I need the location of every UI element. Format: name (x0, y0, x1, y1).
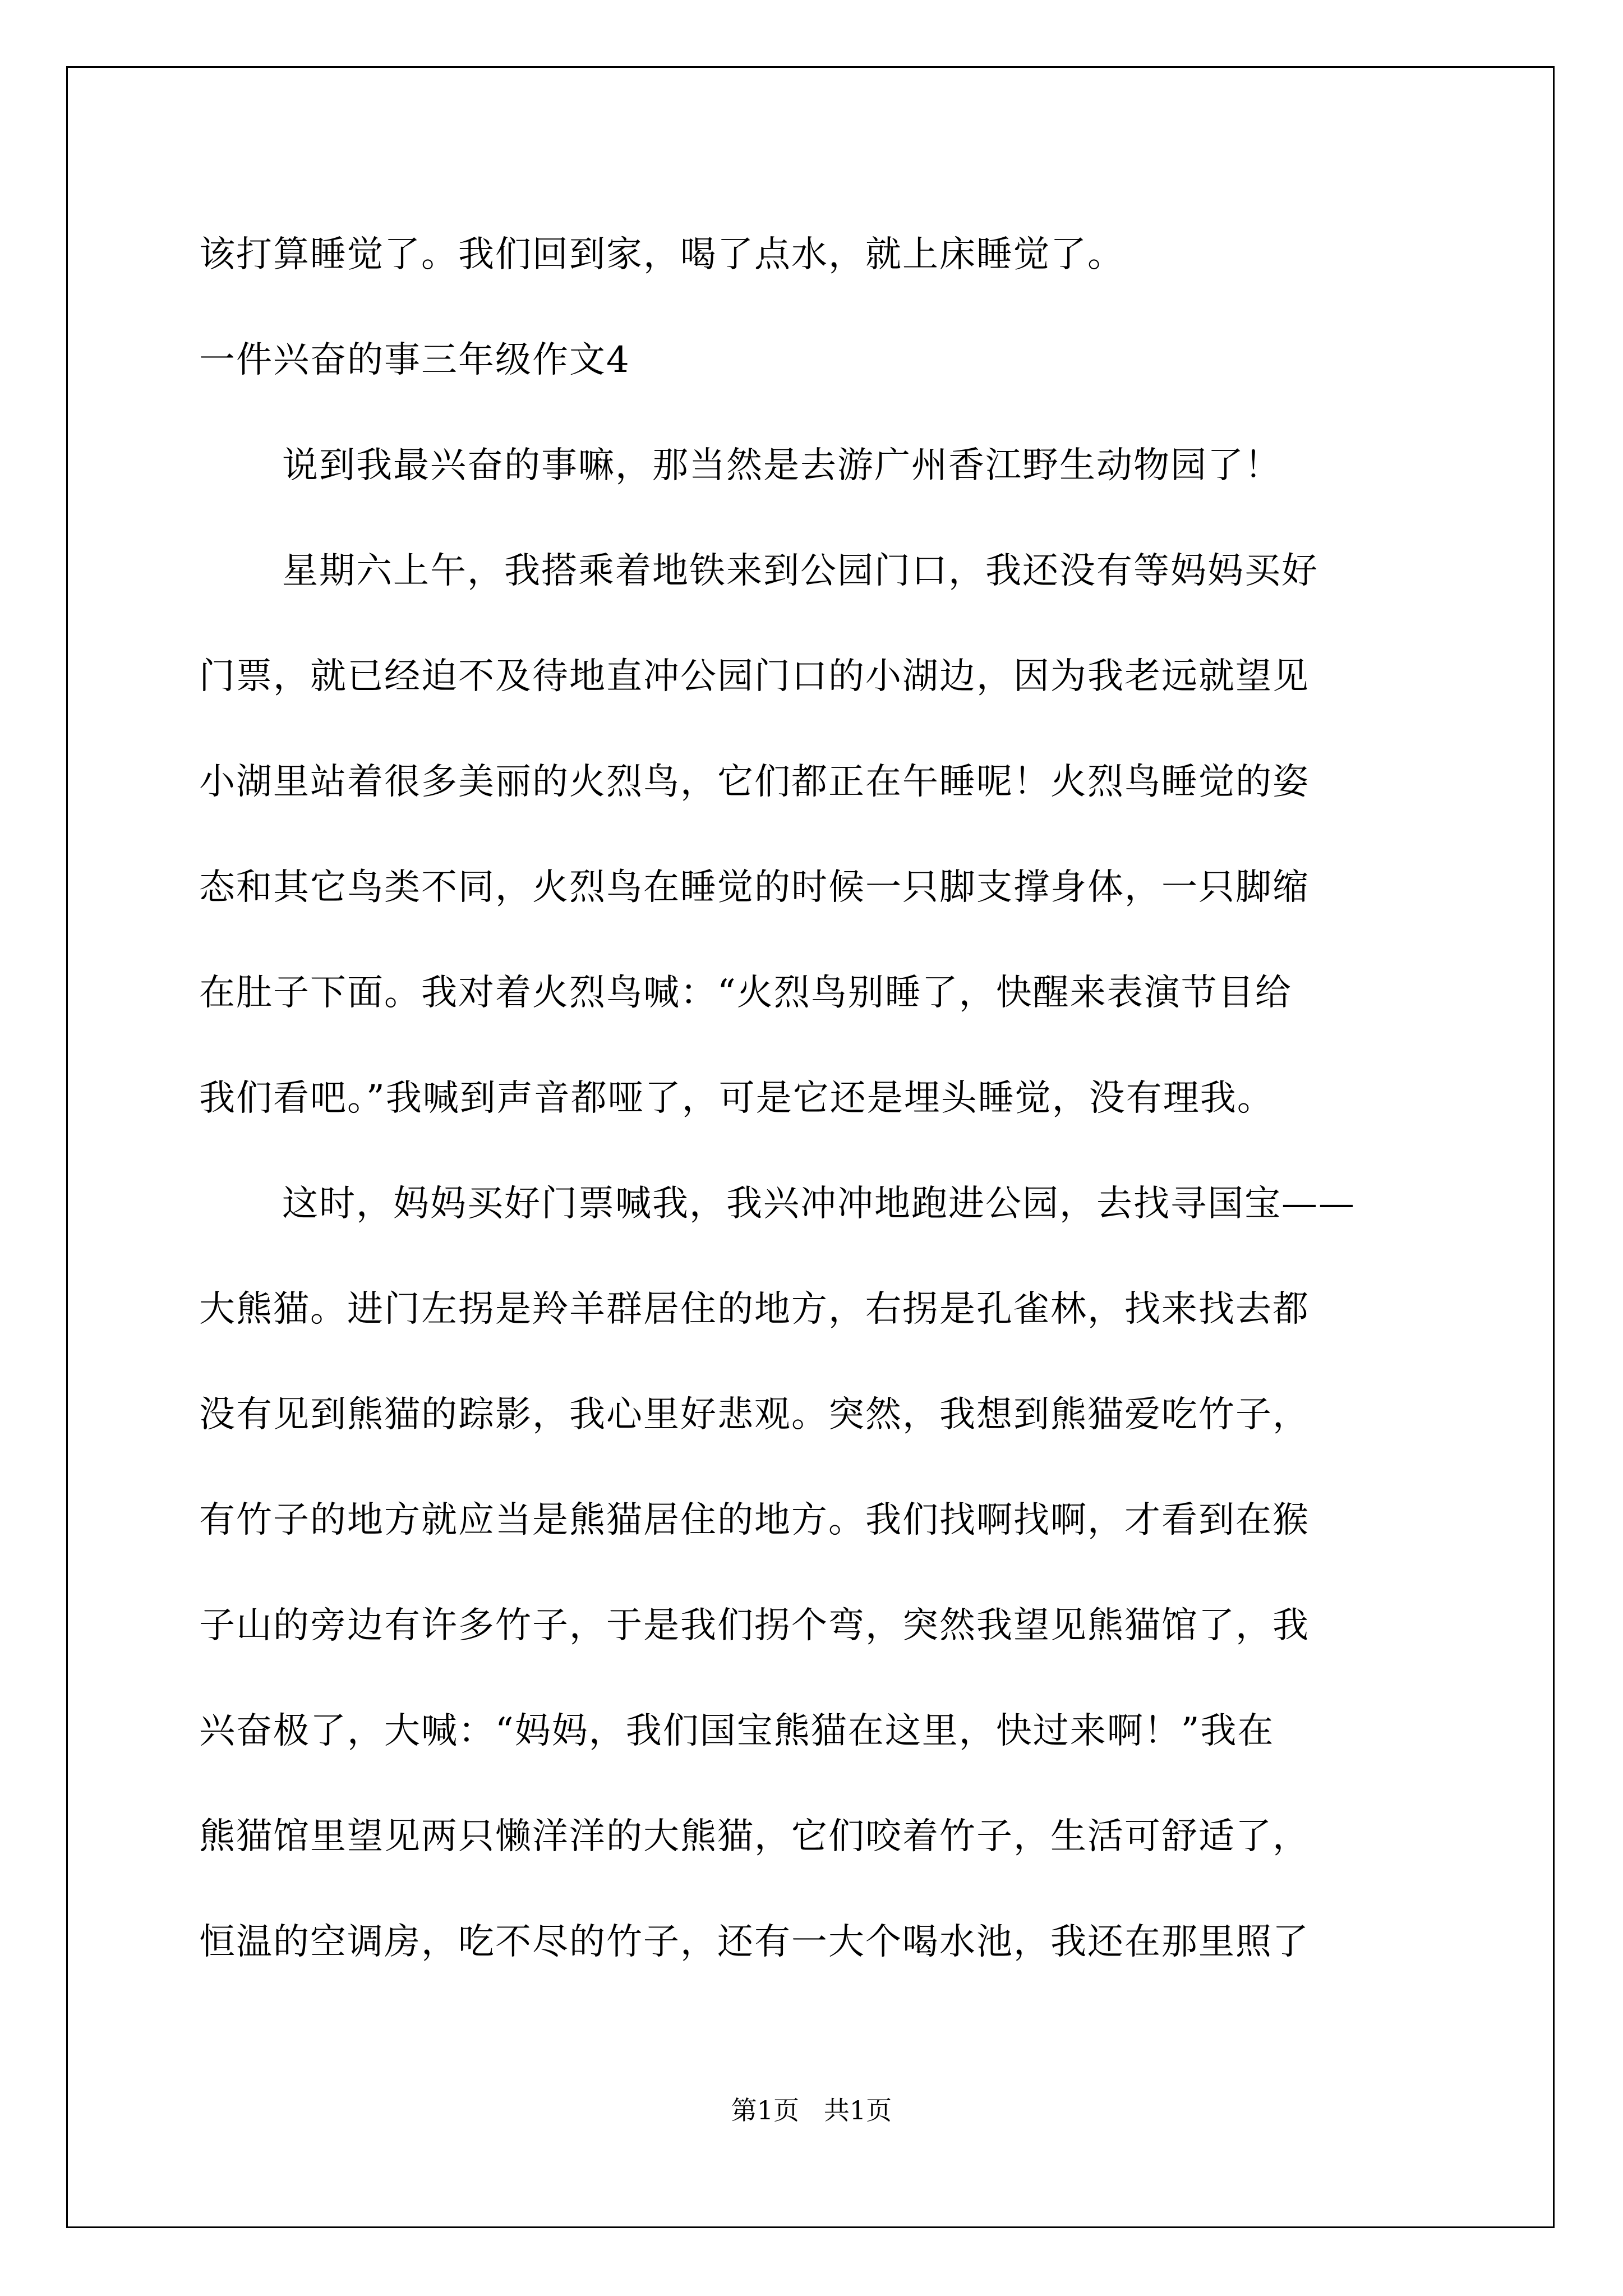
essay-heading: 一件兴奋的事三年级作文4 (199, 339, 630, 381)
text-line: 大熊猫。进门左拐是羚羊群居住的地方，右拐是孔雀林，找来找去都 (199, 1289, 1310, 1330)
text-line: 小湖里站着很多美丽的火烈鸟，它们都正在午睡呢！火烈鸟睡觉的姿 (199, 761, 1310, 803)
text-line: 态和其它鸟类不同，火烈鸟在睡觉的时候一只脚支撑身体，一只脚缩 (199, 867, 1310, 908)
paragraph-start-line: 星期六上午，我搭乘着地铁来到公园门口，我还没有等妈妈买好 (282, 550, 1318, 592)
text-line: 恒温的空调房，吃不尽的竹子，还有一大个喝水池，我还在那里照了 (199, 1921, 1310, 1963)
document-body (199, 202, 1427, 1995)
paragraph-start-line: 说到我最兴奋的事嘛，那当然是去游广州香江野生动物园了！ (282, 445, 1281, 486)
text-line: 子山的旁边有许多竹子，于是我们拐个弯，突然我望见熊猫馆了，我 (199, 1605, 1310, 1646)
text-line: 门票，就已经迫不及待地直冲公园门口的小湖边，因为我老远就望见 (199, 656, 1310, 697)
text-line: 没有见到熊猫的踪影，我心里好悲观。突然，我想到熊猫爱吃竹子， (199, 1394, 1310, 1435)
text-line: 有竹子的地方就应当是熊猫居住的地方。我们找啊找啊，才看到在猴 (199, 1499, 1310, 1541)
text-line: 兴奋极了，大喊：“妈妈，我们国宝熊猫在这里，快过来啊！”我在 (199, 1710, 1275, 1752)
text-line: 熊猫馆里望见两只懒洋洋的大熊猫，它们咬着竹子，生活可舒适了， (199, 1816, 1310, 1857)
text-line: 在肚子下面。我对着火烈鸟喊：“火烈鸟别睡了，快醒来表演节目给 (199, 972, 1292, 1014)
text-line: 该打算睡觉了。我们回到家，喝了点水，就上床睡觉了。 (199, 234, 1124, 275)
paragraph-start-line: 这时，妈妈买好门票喊我，我兴冲冲地跑进公园，去找寻国宝—— (282, 1183, 1355, 1225)
page-number-footer: 第1页 共1页 (731, 2095, 892, 2125)
text-line: 我们看吧。”我喊到声音都哑了，可是它还是埋头睡觉，没有理我。 (199, 1078, 1274, 1119)
